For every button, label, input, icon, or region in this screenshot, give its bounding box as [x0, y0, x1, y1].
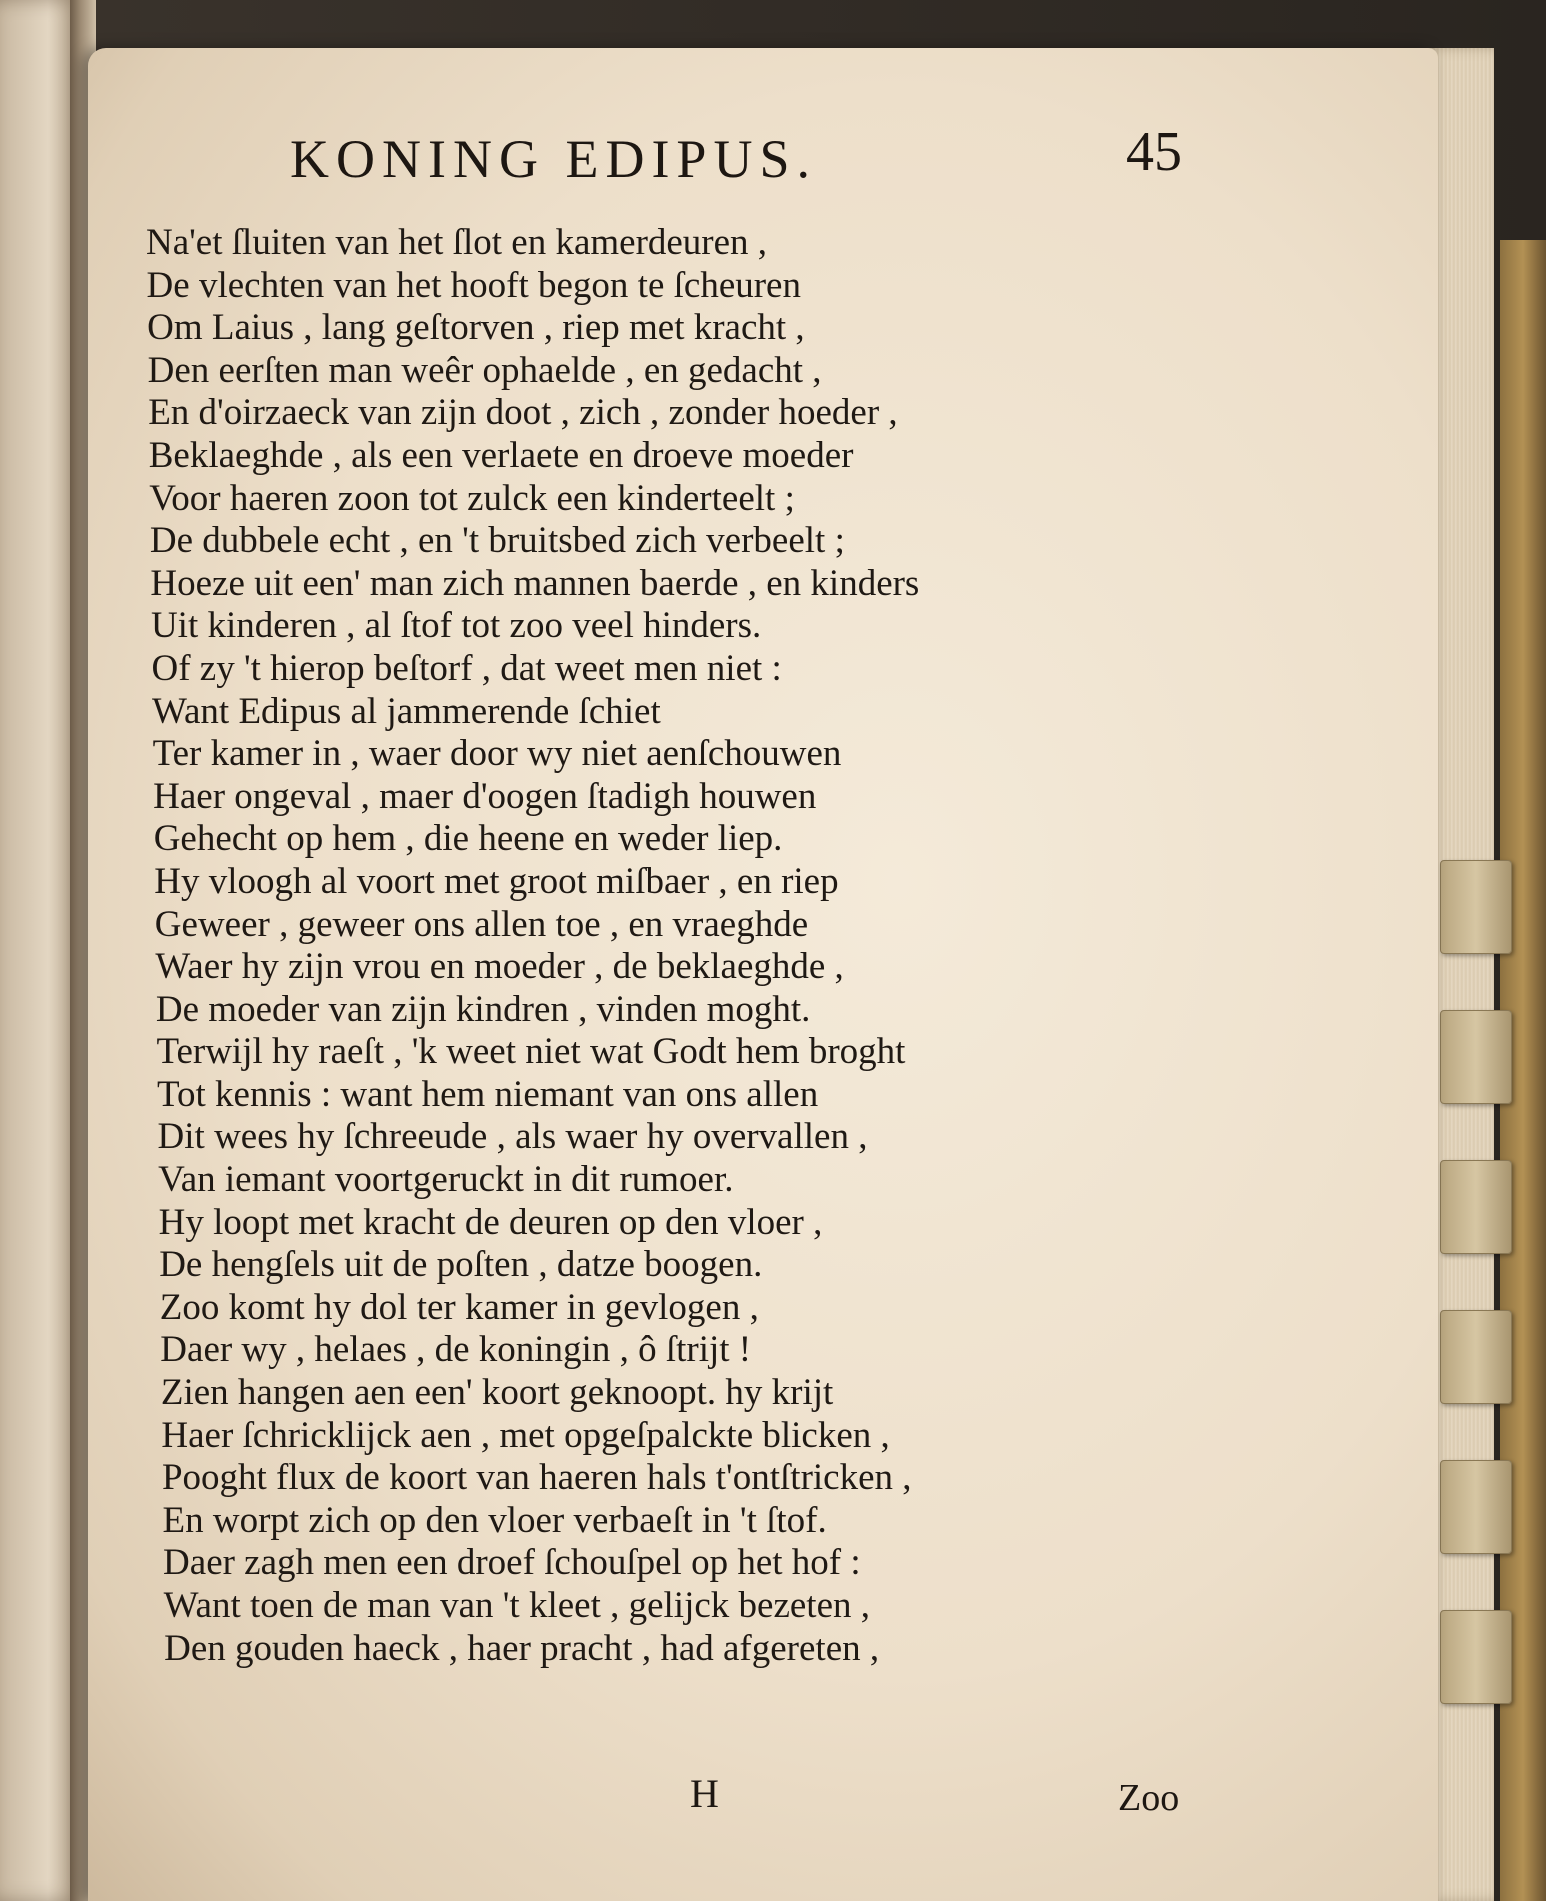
verse-line: Terwijl hy raeſt , 'k weet niet wat Godt hem broght	[156, 1031, 906, 1073]
verse-line: Want toen de man van 't kleet , gelijck bezeten ,	[163, 1585, 871, 1626]
verse-line: Van iemant voortgeruckt in dit rumoer.	[158, 1159, 734, 1201]
verse-line: Daer wy , helaes , de koningin , ô ſtrijt !	[160, 1329, 752, 1371]
verse-line: Daer zagh men een droef ſchouſpel op het hof :	[163, 1542, 861, 1584]
verse-line: Geweer , geweer ons allen toe , en vraeghde	[154, 903, 809, 945]
verse-line: Of zy 't hierop beſtorf , dat weet men niet :	[151, 647, 782, 689]
verse-line: Den eerſten man weêr ophaelde , en gedacht ,	[147, 349, 822, 391]
verse-line: Zien hangen aen een' koort geknoopt. hy krijt	[160, 1372, 834, 1414]
verse-line: Haer ongeval , maer d'oogen ſtadigh houwen	[153, 775, 817, 817]
verse-line: En worpt zich op den vloer verbaeſt in 't ſtof.	[162, 1499, 827, 1541]
page-tab	[1440, 860, 1512, 954]
running-title: KONING EDIPUS.	[290, 129, 817, 189]
verse-line: Want Edipus al jammerende ſchiet	[152, 690, 661, 732]
verse-line: Voor haeren zoon tot zulck een kinderteelt ;	[149, 477, 795, 519]
page-tab	[1440, 1310, 1512, 1404]
verso-page-edge	[0, 0, 80, 1901]
signature-mark: H	[690, 1771, 719, 1816]
page-tab	[1440, 1610, 1512, 1704]
page-number: 45	[1126, 121, 1182, 183]
verse-line: Zoo komt hy dol ter kamer in gevlogen ,	[159, 1286, 759, 1328]
verse-line: De vlechten van het hooft begon te ſcheuren	[146, 264, 801, 306]
catchword: Zoo	[1118, 1777, 1180, 1819]
verse-line: Dit wees hy ſchreeude , als waer hy overvallen ,	[157, 1116, 868, 1158]
page-tab	[1440, 1460, 1512, 1554]
verse-line: En d'oirzaeck van zijn doot , zich , zonder hoeder ,	[148, 392, 898, 434]
verse-line: Hy vloogh al voort met groot miſbaer , en riep	[154, 860, 839, 902]
verse-line: Gehecht op hem , die heene en weder liep.	[153, 818, 783, 860]
verse-line: Waer hy zijn vrou en moeder , de beklaeghde ,	[155, 946, 844, 988]
show-through-text	[1170, 150, 1420, 1770]
verse-line: Haer ſchricklijck aen , met opgeſpalckte blicken ,	[161, 1414, 890, 1456]
verse-line: Na'et ſluiten van het ſlot en kamerdeuren ,	[146, 222, 768, 263]
verse-line: Uit kinderen , al ſtof tot zoo veel hinders.	[150, 605, 762, 647]
page-tab	[1440, 1160, 1512, 1254]
page-header	[290, 120, 1250, 200]
verse-line: Hy loopt met kracht de deuren op den vloer ,	[158, 1201, 823, 1243]
verse-block	[146, 222, 1176, 1670]
page-tabs	[1440, 860, 1520, 1820]
verse-line: Om Laius , lang geſtorven , riep met kracht ,	[147, 307, 805, 349]
verse-line: Den gouden haeck , haer pracht , had afgereten ,	[164, 1627, 880, 1669]
verse-line: Ter kamer in , waer door wy niet aenſchouwen	[152, 733, 842, 775]
verse-line: Beklaeghde , als een verlaete en droeve moeder	[148, 434, 854, 476]
verse-line: De hengſels uit de poſten , datze boogen.	[159, 1244, 763, 1286]
verse-line: De dubbele echt , en 't bruitsbed zich verbeelt ;	[149, 520, 845, 562]
verse-line: Tot kennis : want hem niemant van ons allen	[157, 1073, 819, 1115]
verse-line: De moeder van zijn kindren , vinden moght.	[155, 988, 811, 1030]
verse-line: Hoeze uit een' man zich mannen baerde , en kinders	[150, 562, 920, 604]
page-tab	[1440, 1010, 1512, 1104]
verse-line: Pooght flux de koort van haeren hals t'ontſtricken ,	[161, 1457, 912, 1499]
